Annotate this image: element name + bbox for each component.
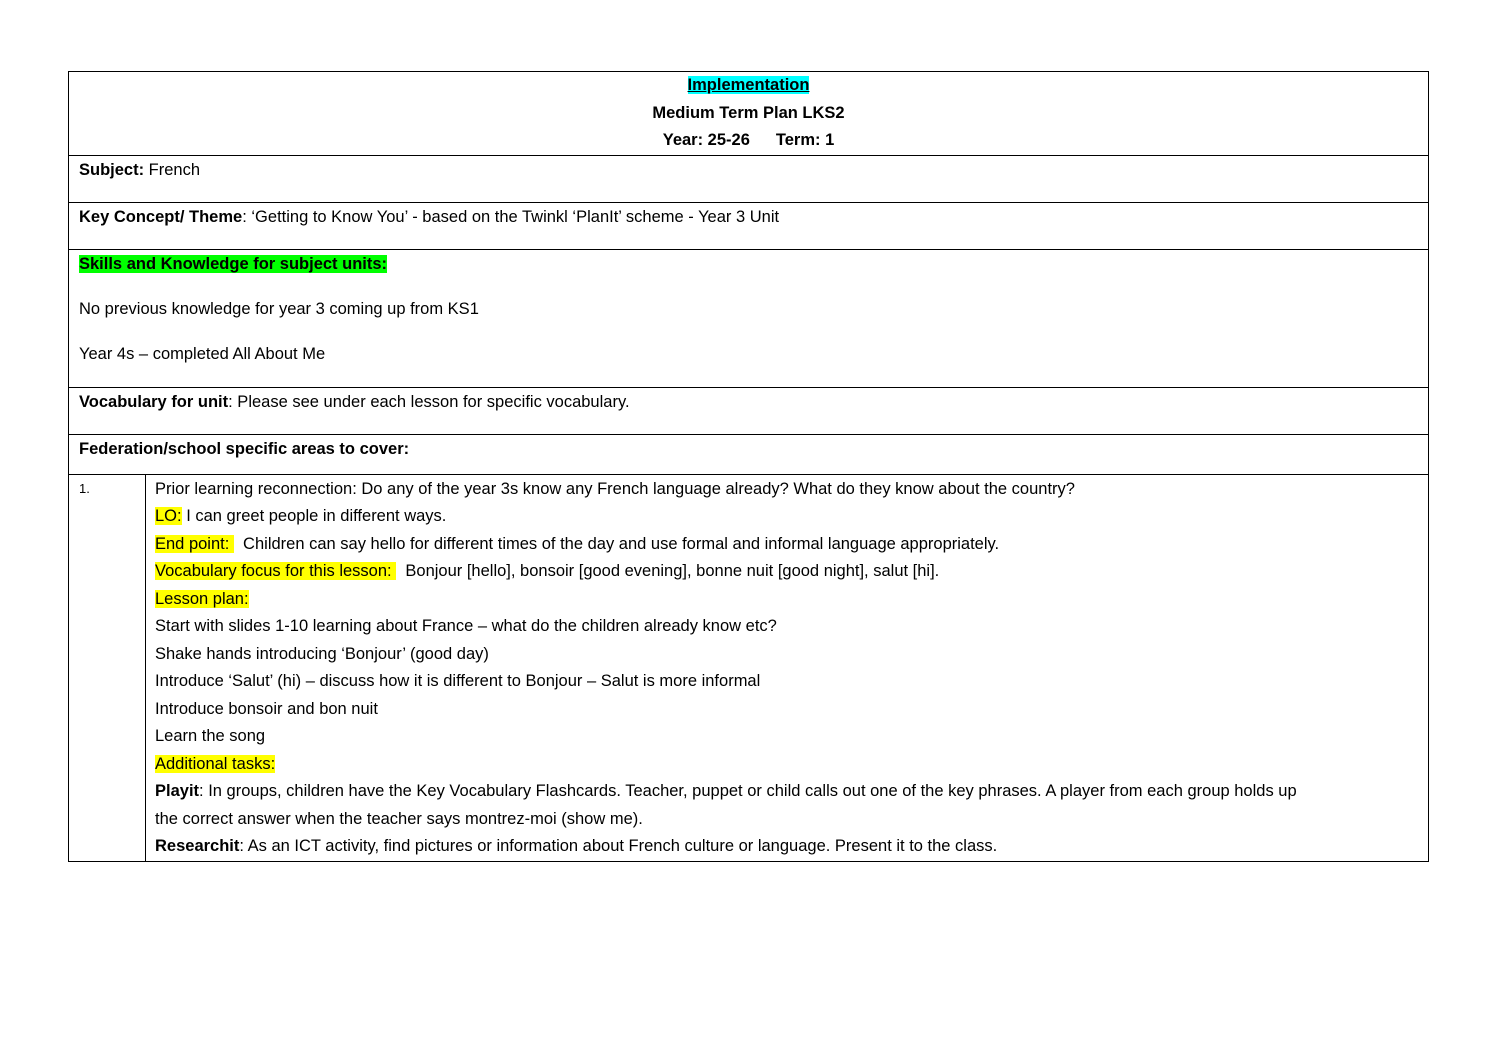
skills-row (69, 249, 1429, 387)
skills-para-1: No previous knowledge for year 3 coming up from KS1 (79, 299, 479, 318)
key-concept-value: : ‘Getting to Know You’ - based on the Twinkl ‘PlanIt’ scheme - Year 3 Unit (242, 207, 780, 226)
plan-step: Shake hands introducing ‘Bonjour’ (good day) (155, 644, 489, 663)
lo-line (155, 503, 1418, 531)
researchit-line (155, 833, 1418, 861)
header-row (69, 72, 1429, 156)
researchit-text: : As an ICT activity, find pictures or information about French culture or language. Present it to the class. (239, 837, 998, 855)
playit-line-2: the correct answer when the teacher says montrez-moi (show me). (155, 809, 643, 828)
vocab-focus-text: Bonjour [hello], bonsoir [good evening], bonne nuit [good night], salut [hi]. (396, 562, 940, 580)
lesson-row (69, 474, 1429, 861)
plan-step: Learn the song (155, 727, 266, 745)
lesson-cell (146, 474, 1429, 861)
subject-row (69, 155, 1429, 202)
plan-step: Introduce bonsoir and bon nuit (155, 699, 378, 718)
lesson-number: 1. (69, 474, 146, 861)
end-point-text: Children can say hello for different times of the day and use formal and informal language appropriately. (233, 534, 1000, 553)
header-cell (69, 72, 1429, 156)
subject-value: French (144, 160, 201, 179)
lo-text: I can greet people in different ways. (181, 507, 447, 525)
lesson-plan-label: Lesson plan: (155, 589, 249, 608)
federation-cell (69, 434, 1429, 474)
term-label: Term: 1 (775, 131, 835, 149)
vocabulary-value: : Please see under each lesson for specific vocabulary. (228, 392, 630, 411)
lesson-plan-line (155, 586, 1418, 614)
medium-term-plan-table (68, 71, 1429, 862)
additional-tasks-label: Additional tasks: (155, 754, 276, 773)
page-title: Implementation (687, 76, 810, 94)
vocabulary-label: Vocabulary for unit (79, 392, 229, 411)
additional-tasks-line (155, 751, 1418, 779)
vocab-focus-label: Vocabulary focus for this lesson: (155, 562, 397, 580)
skills-cell (69, 249, 1429, 387)
vocab-focus-line (155, 558, 1418, 586)
federation-row (69, 434, 1429, 474)
vocabulary-row (69, 387, 1429, 434)
plan-step: Start with slides 1-10 learning about France – what do the children already know etc? (155, 617, 777, 635)
researchit-label: Researchit (155, 837, 240, 855)
vocabulary-cell (69, 387, 1429, 434)
key-concept-cell (69, 202, 1429, 249)
playit-line-1 (155, 778, 1418, 806)
year-term-line (69, 127, 1428, 155)
prior-learning: Prior learning reconnection: Do any of the year 3s know any French language already? What do they know about the country? (155, 479, 1075, 498)
playit-label: Playit (155, 782, 200, 800)
year-label: Year: 25-26 (662, 131, 750, 149)
skills-heading-para (79, 253, 1418, 275)
title-line (69, 72, 1428, 100)
subject-cell (69, 155, 1429, 202)
federation-label: Federation/school specific areas to cover: (79, 439, 410, 458)
skills-heading: Skills and Knowledge for subject units: (79, 254, 388, 273)
skills-para-2: Year 4s – completed All About Me (79, 344, 326, 363)
key-concept-row (69, 202, 1429, 249)
end-point-label: End point: (155, 534, 234, 553)
key-concept-label: Key Concept/ Theme (79, 207, 243, 226)
playit-text-1: : In groups, children have the Key Vocabulary Flashcards. Teacher, puppet or child calls out one of the key phrases. A player from each group holds up (199, 782, 1297, 800)
end-point-line (155, 531, 1418, 559)
lo-label: LO: (155, 507, 182, 525)
plan-step: Introduce ‘Salut’ (hi) – discuss how it is different to Bonjour – Salut is more informal (155, 672, 761, 690)
subject-label: Subject: (79, 160, 145, 179)
subtitle: Medium Term Plan LKS2 (652, 103, 845, 122)
